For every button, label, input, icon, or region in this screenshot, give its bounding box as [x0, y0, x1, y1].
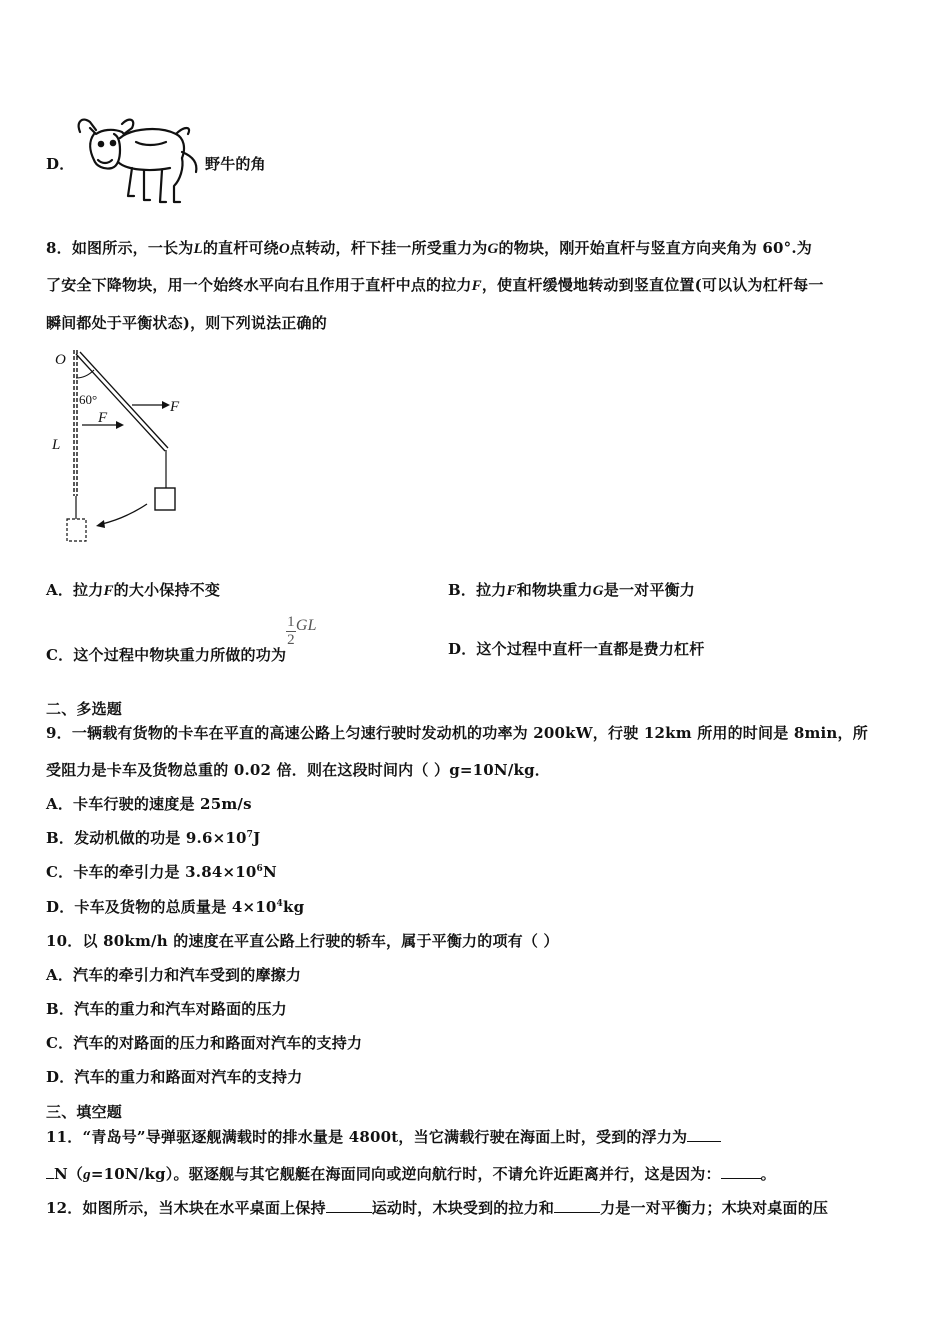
fraction-one-half: $\frac{1}{2}$	[287, 614, 295, 648]
q11-line-1: 11．“青岛号”导弹驱逐舰满载时的排水量是 4800t，当它满载行驶在海面上时，受到的浮力为	[46, 1126, 721, 1147]
answer-blank[interactable]	[46, 1164, 54, 1179]
q12-line-1: 12．如图所示，当木块在水平桌面上保持 运动时，木块受到的拉力和 力是一对平衡力；木块对桌面的压	[46, 1199, 829, 1217]
q10-option-a: A．汽车的牵引力和汽车受到的摩擦力	[46, 966, 302, 984]
q7-option-d-text: 野牛的角	[205, 155, 266, 173]
section-2-title: 二、多选题	[46, 700, 123, 718]
q8-option-b: B．拉力F和物块重力G是一对平衡力	[448, 581, 695, 599]
label-f-top: F	[170, 399, 180, 415]
q9-option-d: D．卡车及货物的总质量是 $4\times 10^4kg$	[46, 898, 305, 916]
label-o: O	[55, 352, 66, 368]
q10-option-b: B．汽车的重力和汽车对路面的压力	[46, 1000, 287, 1018]
q9-line-1: 9．一辆载有货物的卡车在平直的高速公路上匀速行驶时发动机的功率为 200kW，行驶 12km 所用的时间是 8min，所	[46, 724, 868, 742]
label-l: L	[52, 437, 61, 453]
q9-option-b: B．发动机做的功是 $9.6\times 10^7J$	[46, 829, 261, 847]
dashed-block	[67, 519, 86, 541]
q10-stem: 10．以 80km/h 的速度在平直公路上行驶的轿车，属于平衡力的项有（ ）	[46, 932, 559, 950]
section-3-title: 三、填空题	[46, 1103, 123, 1121]
bull-icon	[74, 112, 202, 208]
label-f-mid: F	[98, 410, 108, 426]
answer-blank[interactable]	[326, 1198, 372, 1213]
hanging-block	[155, 488, 175, 510]
rotation-arrow	[102, 504, 147, 524]
q11-line-2: N（g=10N/kg）。驱逐舰与其它舰艇在海面同向或逆向航行时，不请允许近距离并行，这是因为： 。	[46, 1163, 776, 1184]
q9-option-a: A．卡车行驶的速度是 25m/s	[46, 795, 252, 813]
q8-line-1: 8．如图所示，一长为L的直杆可绕O点转动，杆下挂一所受重力为G的物块，刚开始直杆与竖直方向夹角为 60°.为	[46, 239, 812, 257]
answer-blank[interactable]	[554, 1198, 600, 1213]
label-angle: 60°	[79, 392, 98, 407]
q7-option-d-letter: D．	[46, 155, 75, 173]
q8-line-2: 了安全下降物块，用一个始终水平向右且作用于直杆中点的拉力F，使直杆缓慢地转动到竖直位置(可以认为杠杆每一	[46, 276, 824, 294]
q8-line-3: 瞬间都处于平衡状态)，则下列说法正确的	[46, 314, 327, 332]
q9-line-2: 受阻力是卡车及货物总重的 0.02 倍．则在这段时间内（ ）g=10N/kg．	[46, 761, 551, 779]
q10-option-c: C．汽车的对路面的压力和路面对汽车的支持力	[46, 1034, 363, 1052]
q8-option-d: D．这个过程中直杆一直都是费力杠杆	[448, 640, 705, 658]
q9-option-c: C．卡车的牵引力是 $3.84\times 10^6N$	[46, 863, 277, 881]
q8-option-a: A．拉力F的大小保持不变	[46, 581, 221, 599]
q8-option-c: C．这个过程中物块重力所做的功为 $\frac{1}{2}$ GL	[46, 614, 317, 664]
lever-diagram	[46, 346, 196, 551]
answer-blank[interactable]	[687, 1127, 721, 1142]
q10-option-d: D．汽车的重力和路面对汽车的支持力	[46, 1068, 303, 1086]
answer-blank[interactable]	[721, 1164, 761, 1179]
